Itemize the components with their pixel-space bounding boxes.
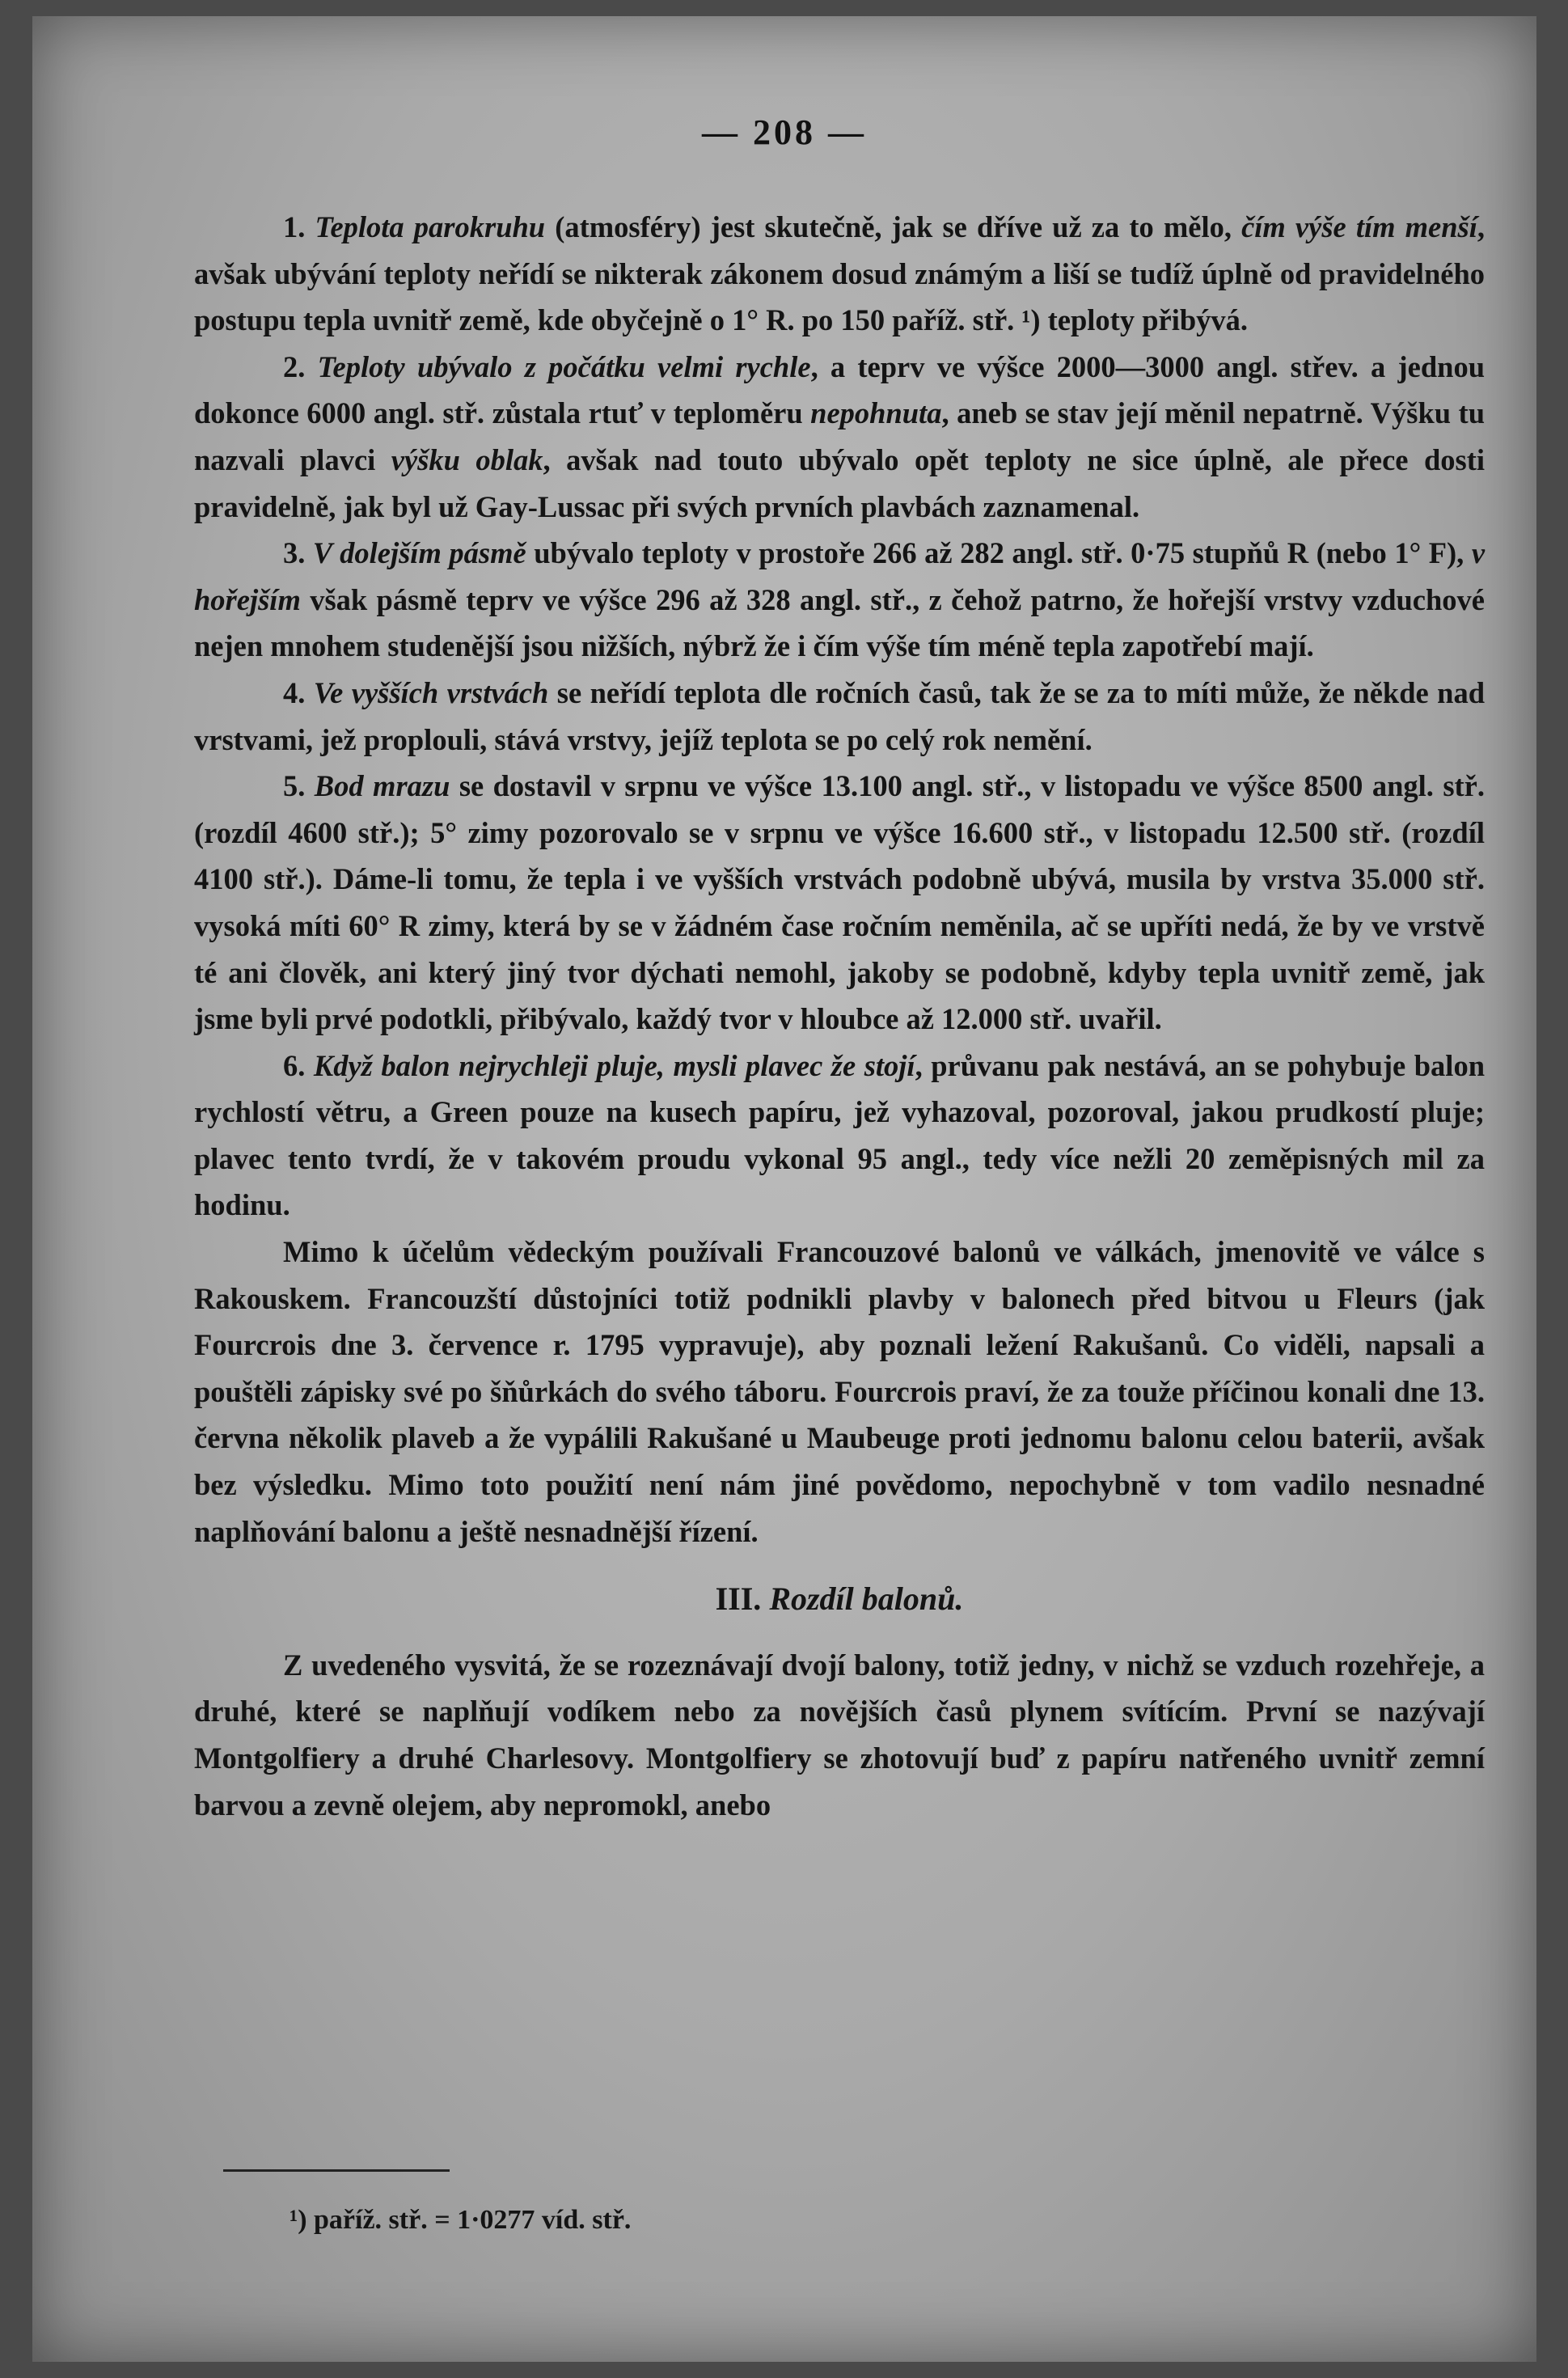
paragraph-1: 1. Teplota parokruhu (atmosféry) jest skutečně, jak se dříve už za to mělo, čím výše tím menší, avšak ubývání teploty neřídí se nikterak zákonem dosud známým a liší se tudíž úplně od pravidelného postupu tepla uvnitř země, kde obyčejně o 1° R. po 150 paříž. stř. ¹) teploty přibývá. xyxy=(194,210,1485,337)
item-number: 6. xyxy=(283,1048,306,1082)
item-number: 5. xyxy=(283,769,306,803)
paragraph-2: 2. Teploty ubývalo z počátku velmi rychle, a teprv ve výšce 2000—3000 angl. střev. a jednou dokonce 6000 angl. stř. zůstala rtuť v teploměru nepohnuta, aneb se stav její měnil nepatrně. Výšku tu nazvali plavci výšku oblak, avšak nad touto ubývalo opět teploty ne sice úplně, ale přece dosti pravidelně, jak byl už Gay-Lussac při svých prvních plavbách zaznamenal. xyxy=(194,349,1485,523)
paragraph-last: Z uvedeného vysvitá, že se rozeznávají dvojí balony, totiž jedny, v nichž se vzduch rozehřeje, a druhé, které se naplňují vodíkem nebo za novějších časů plynem svítícím. První se nazývají Montgolfiery a druhé Charlesovy. Montgolfiery se zhotovují buď z papíru natřeného uvnitř zemní barvou a zevně olejem, aby nepromokl, anebo xyxy=(194,1648,1485,1822)
emphasis: výšku oblak xyxy=(391,442,543,476)
paragraph-mimo: Mimo k účelům vědeckým používali Francouzové balonů ve válkách, jmenovitě ve válce s Rakouskem. Francouzští důstojníci totiž podnikli plavby v balonech před bitvou u Fleurs (jak Fourcrois dne 3. července r. 1795 vypravuje), aby poznali ležení Rakušanů. Co viděli, napsali a pouštěli zápisky své po šňůrkách do svého táboru. Fourcrois praví, že za touže příčinou konali dne 13. června několik plaveb a že vypálili Rakušané u Maubeuge proti jednomu balonu celou baterii, avšak bez výsledku. Mimo toto použití není nám jiné povědomo, nepochybně v tom vadilo nesnadné naplňování balonu a ještě nesnadnější řízení. xyxy=(194,1235,1485,1548)
footnote-mark: ¹) xyxy=(290,2205,307,2235)
paragraph-6: 6. Když balon nejrychleji pluje, mysli plavec že stojí, průvanu pak nestává, an se pohybuje balon rychlostí větru, a Green pouze na kusech papíru, jež vyhazoval, pozoroval, jakou prudkostí pluje; plavec tento tvrdí, že v takovém proudu vykonal 95 angl., tedy více nežli 20 zeměpisných mil za hodinu. xyxy=(194,1048,1485,1222)
emphasis: Teploty ubývalo z počátku velmi rychle xyxy=(317,349,811,383)
emphasis: Teplota parokruhu xyxy=(315,210,546,243)
body-text xyxy=(194,204,1485,1828)
emphasis: Když balon nejrychleji pluje, mysli plavec že stojí xyxy=(313,1048,915,1082)
item-number: 3. xyxy=(283,536,306,570)
footnote-text: paříž. stř. = 1·0277 víd. stř. xyxy=(314,2205,632,2235)
section-heading: III. Rozdíl balonů. xyxy=(715,1580,964,1618)
emphasis: V dolejším pásmě xyxy=(312,536,526,570)
document-page xyxy=(32,16,1536,2362)
emphasis: nepohnuta xyxy=(810,396,942,430)
paragraph-4: 4. Ve vyšších vrstvách se neřídí teplota dle ročních časů, tak že se za to míti může, že někde nad vrstvami, jež proplouli, stává vrstvy, jejíž teplota se po celý rok nemění. xyxy=(194,675,1485,756)
item-number: 4. xyxy=(283,675,306,709)
emphasis: v hořejším xyxy=(194,536,1486,616)
paragraph-3: 3. V dolejším pásmě ubývalo teploty v prostoře 266 až 282 angl. stř. 0·75 stupňů R (nebo 1° F), v hořejším však pásmě teprv ve výšce 296 až 328 angl. stř., z čehož patrno, že hořejší vrstvy vzduchové nejen mnohem studenější jsou nižších, nýbrž že i čím výše tím méně tepla zapotřebí mají. xyxy=(194,536,1486,663)
footnote-rule xyxy=(223,2169,450,2172)
footnote xyxy=(290,2205,631,2236)
emphasis: Ve vyšších vrstvách xyxy=(313,675,549,709)
item-number: 2. xyxy=(283,349,306,383)
emphasis: čím výše tím menší xyxy=(1241,210,1477,243)
paragraph-5: 5. Bod mrazu se dostavil v srpnu ve výšce 13.100 angl. stř., v listopadu ve výšce 8500 angl. stř. (rozdíl 4600 stř.); 5° zimy pozorovalo se v srpnu ve výšce 16.600 stř., v listopadu 12.500 stř. (rozdíl 4100 stř.). Dáme-li tomu, že tepla i ve vyšších vrstvách podobně ubývá, musila by vrstva 35.000 stř. vysoká míti 60° R zimy, která by se v žádném čase ročním neměnila, ač se upříti nedá, že by ve vrstvě té ani člověk, ani který jiný tvor dýchati nemohl, jakoby se podobně, kdyby tepla uvnitř země, jak jsme byli prvé podotkli, přibývalo, každý tvor v hloubce až 12.000 stř. uvařil. xyxy=(194,769,1485,1036)
emphasis: Bod mrazu xyxy=(314,769,450,803)
page-number: — 208 — xyxy=(702,112,867,152)
item-number: 1. xyxy=(283,210,306,243)
